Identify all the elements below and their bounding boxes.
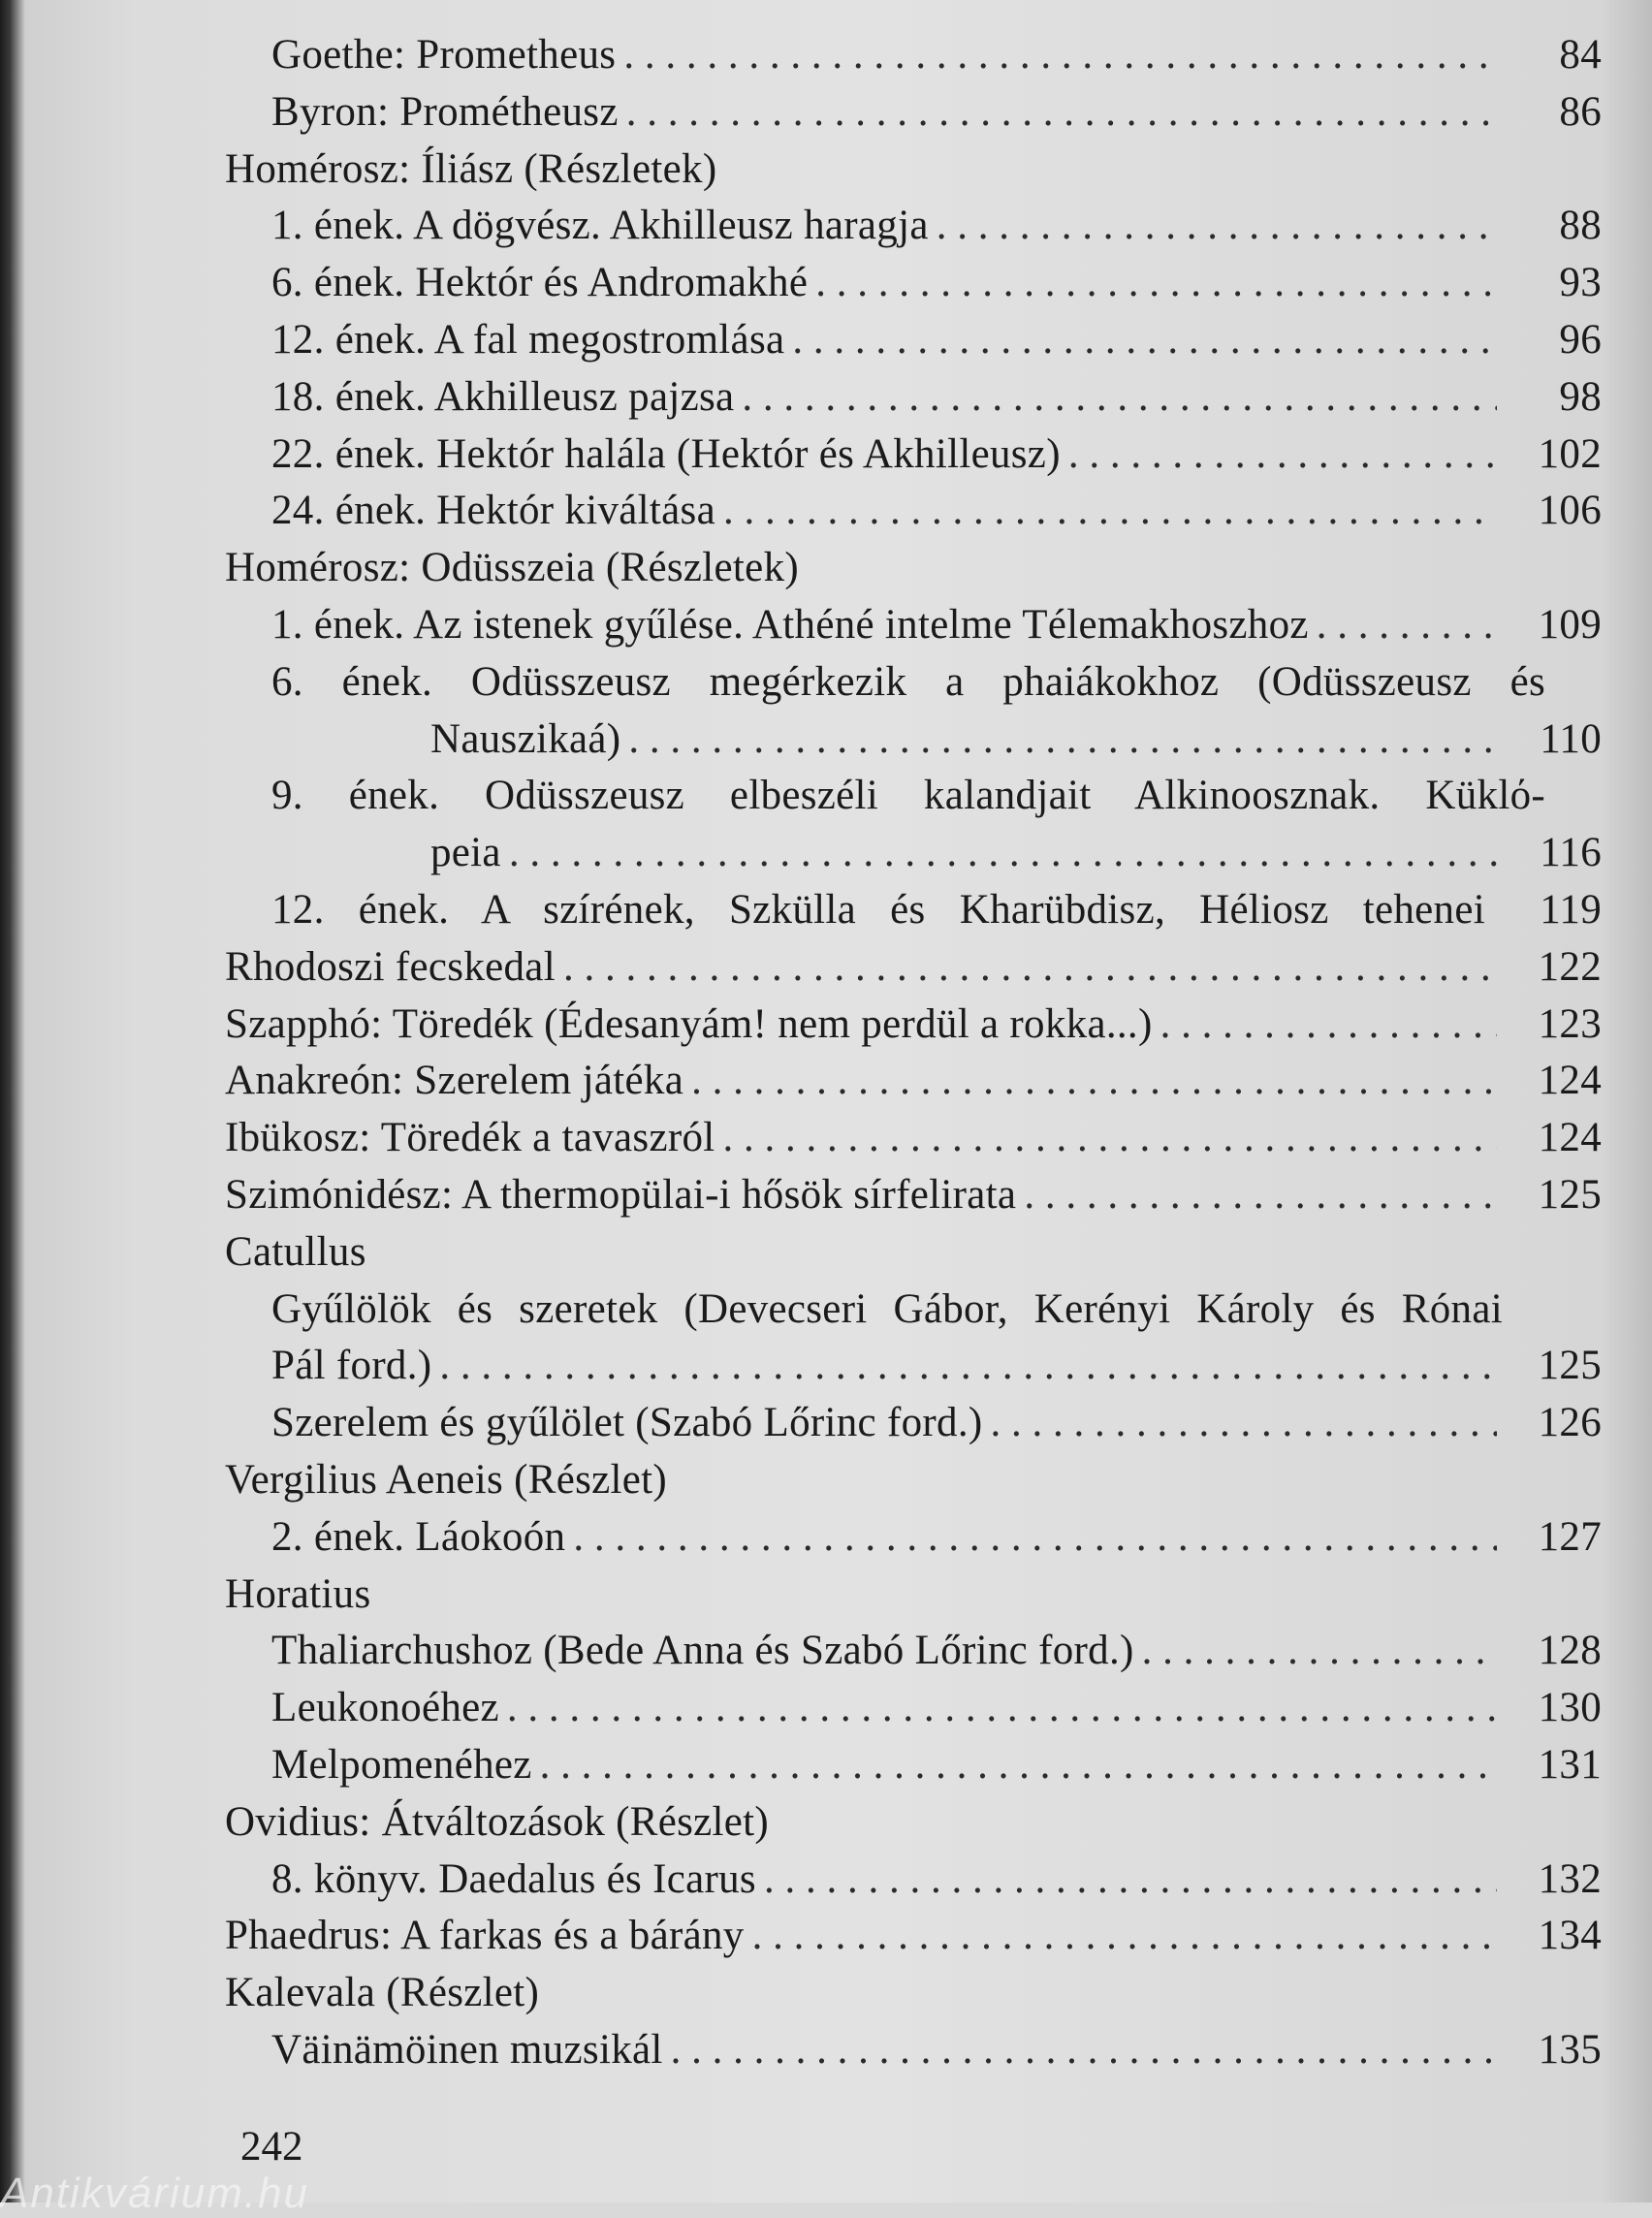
toc-entry-title: 6. ének. Odüsszeusz megérkezik a phaiákokhoz (Odüsszeusz és	[271, 658, 1545, 705]
leader-dots	[671, 2022, 1497, 2079]
toc-section-title: Homérosz: Íliász (Részletek)	[225, 145, 717, 192]
leader-dots	[540, 1737, 1497, 1794]
toc-entry-title: Szapphó: Töredék (Édesanyám! nem perdül a rokka...)	[225, 1000, 1153, 1047]
toc-entry-title: Leukonoéhez	[271, 1685, 499, 1731]
toc-entry	[225, 1680, 1602, 1737]
toc-entry-title: 1. ének. A dögvész. Akhilleusz haragja	[271, 203, 929, 249]
leader-dots	[628, 712, 1497, 769]
toc-entry-page: 93	[1559, 260, 1602, 306]
toc-entry	[225, 427, 1602, 484]
toc-entry	[225, 939, 1602, 997]
toc-entry-title: 12. ének. A fal megostromlása	[271, 316, 785, 363]
toc-entry-page: 122	[1538, 943, 1602, 990]
toc-entry	[225, 255, 1602, 312]
toc-entry-title: 9. ének. Odüsszeusz elbeszéli kalandjait Alkinoosznak. Küklό-	[271, 773, 1545, 819]
toc-entry-title: Byron: Prométheusz	[271, 88, 619, 135]
toc-entry	[225, 1110, 1602, 1167]
toc-entry	[225, 1908, 1602, 1965]
toc-entry	[225, 312, 1602, 369]
toc-entry-page: 88	[1559, 203, 1602, 249]
toc-entry	[225, 369, 1602, 427]
toc-entry-page: 102	[1538, 430, 1602, 477]
toc-entry	[225, 597, 1602, 654]
leader-dots	[691, 1053, 1497, 1110]
toc-section-heading	[225, 1567, 1602, 1624]
leader-dots	[815, 255, 1497, 312]
toc-entry-page: 125	[1538, 1343, 1602, 1389]
leader-dots	[742, 369, 1497, 427]
leader-dots	[573, 1509, 1497, 1567]
toc-entry-title: 1. ének. Az istenek gyűlése. Athéné intelme Télemakhoszhoz	[271, 601, 1309, 648]
leader-dots	[764, 1852, 1497, 1909]
leader-dots	[991, 1395, 1498, 1452]
toc-entry	[225, 1053, 1602, 1110]
toc-entry-title: Gyűlölök és szeretek (Devecseri Gábor, Kerényi Károly és Rónai	[271, 1285, 1503, 1332]
toc-entry	[225, 1623, 1602, 1680]
leader-dots	[1068, 427, 1497, 484]
toc-entry-page: 135	[1538, 2026, 1602, 2073]
toc-entry	[225, 882, 1602, 939]
toc-entry	[225, 84, 1602, 142]
toc-entry-page: 134	[1538, 1913, 1602, 1959]
toc-entry-page: 126	[1538, 1400, 1602, 1446]
toc-entry-title: 22. ének. Hektór halála (Hektór és Akhilleusz)	[271, 430, 1061, 477]
toc-entry-title: 6. ének. Hektór és Andromakhé	[271, 260, 809, 306]
toc-entry	[225, 712, 1602, 769]
leader-dots	[723, 1110, 1497, 1167]
toc-entry-title: Anakreón: Szerelem játéka	[225, 1058, 684, 1104]
toc-entry-title: Melpomenéhez	[271, 1741, 532, 1788]
toc-entry-title: 8. könyv. Daedalus és Icarus	[271, 1855, 756, 1902]
leader-dots	[752, 1908, 1497, 1965]
toc-entry-title: Ibükosz: Töredék a tavaszról	[225, 1115, 715, 1161]
toc-entry-page: 125	[1538, 1171, 1602, 1218]
leader-dots	[563, 939, 1497, 997]
toc-entry-page: 119	[1540, 886, 1602, 933]
toc-entry-page: 110	[1540, 715, 1602, 762]
toc-entry-title: 18. ének. Akhilleusz pajzsa	[271, 373, 735, 420]
toc-entry-page: 130	[1538, 1685, 1602, 1731]
toc-entry-title: Goethe: Prometheus	[271, 32, 617, 78]
toc-entry-page: 124	[1538, 1115, 1602, 1161]
toc-entry	[225, 1395, 1602, 1452]
table-of-contents	[225, 27, 1602, 2079]
toc-entry-title: Phaedrus: A farkas és a bárány	[225, 1913, 745, 1959]
toc-entry-title: 24. ének. Hektór kiváltása	[271, 488, 715, 534]
watermark: Antikvárium.hu	[0, 2170, 310, 2217]
toc-entry-page: 109	[1538, 601, 1602, 648]
leader-dots	[509, 825, 1497, 882]
toc-entry-page: 123	[1538, 1000, 1602, 1047]
toc-entry-page: 131	[1538, 1741, 1602, 1788]
toc-entry-wrapped-line	[225, 768, 1602, 825]
toc-entry	[225, 997, 1602, 1054]
toc-entry-title: 12. ének. A szírének, Szkülla és Kharübdisz, Héliosz tehenei	[271, 886, 1485, 933]
toc-entry	[225, 1737, 1602, 1794]
toc-entry-title: Thaliarchushoz (Bede Anna és Szabó Lőrinc ford.)	[271, 1628, 1134, 1674]
toc-entry-page: 116	[1540, 830, 1602, 876]
toc-section-heading	[225, 1794, 1602, 1852]
toc-section-heading	[225, 1452, 1602, 1509]
toc-entry-title: Rhodoszi fecskedal	[225, 943, 556, 990]
toc-entry-wrapped-line	[225, 654, 1602, 712]
page-number: 242	[240, 2124, 303, 2170]
toc-section-title: Catullus	[225, 1228, 366, 1275]
leader-dots	[623, 27, 1497, 84]
toc-section-heading	[225, 1965, 1602, 2022]
toc-entry-page: 86	[1559, 88, 1602, 135]
toc-entry	[225, 2022, 1602, 2079]
toc-section-title: Homérosz: Odüsszeia (Részletek)	[225, 545, 799, 591]
toc-section-heading	[225, 540, 1602, 597]
toc-entry	[225, 1509, 1602, 1567]
toc-section-title: Kalevala (Részlet)	[225, 1970, 540, 2016]
toc-entry	[225, 825, 1602, 882]
toc-section-title: Vergilius Aeneis (Részlet)	[225, 1456, 668, 1503]
toc-entry-title: peia	[430, 830, 501, 876]
toc-entry-title: Väinämöinen muzsikál	[271, 2026, 663, 2073]
toc-entry	[225, 1167, 1602, 1224]
toc-entry-title: Szimónidész: A thermopülai-i hősök sírfelirata	[225, 1171, 1017, 1218]
toc-entry	[225, 483, 1602, 540]
leader-dots	[792, 312, 1497, 369]
leader-dots	[507, 1680, 1497, 1737]
toc-entry-title: 2. ének. Láokoón	[271, 1513, 566, 1560]
leader-dots	[723, 483, 1497, 540]
toc-entry-page: 124	[1538, 1058, 1602, 1104]
toc-entry-page: 98	[1559, 373, 1602, 420]
toc-entry-title: Szerelem és gyűlölet (Szabó Lőrinc ford.)	[271, 1400, 983, 1446]
toc-entry-page: 132	[1538, 1855, 1602, 1902]
toc-entry-page: 106	[1538, 488, 1602, 534]
toc-entry-page: 127	[1538, 1513, 1602, 1560]
toc-entry-title: Pál ford.)	[271, 1343, 432, 1389]
toc-entry-page: 96	[1559, 316, 1602, 363]
leader-dots	[1024, 1167, 1497, 1224]
toc-section-title: Ovidius: Átváltozások (Részlet)	[225, 1798, 770, 1845]
toc-entry	[225, 1338, 1602, 1395]
leader-dots	[1317, 597, 1497, 654]
toc-entry-page: 84	[1559, 32, 1602, 78]
toc-section-heading	[225, 142, 1602, 199]
toc-entry-wrapped-line	[225, 1282, 1602, 1339]
toc-entry-title: Nauszikaá)	[430, 715, 621, 762]
toc-entry	[225, 27, 1602, 84]
toc-section-title: Horatius	[225, 1570, 371, 1617]
leader-dots	[626, 84, 1497, 142]
toc-entry-page: 128	[1538, 1628, 1602, 1674]
leader-dots	[439, 1338, 1497, 1395]
toc-section-heading	[225, 1224, 1602, 1282]
toc-entry	[225, 198, 1602, 255]
leader-dots	[937, 198, 1497, 255]
toc-entry	[225, 1852, 1602, 1909]
leader-dots	[1160, 997, 1497, 1054]
leader-dots	[1142, 1623, 1497, 1680]
